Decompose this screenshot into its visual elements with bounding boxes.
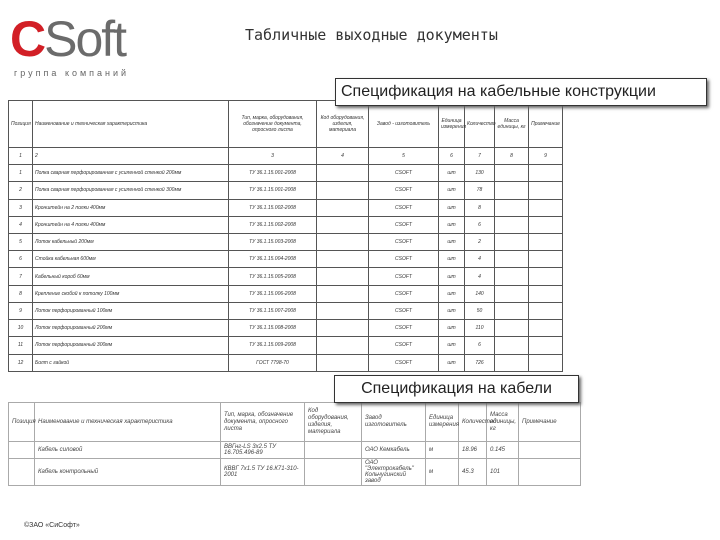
table-row — [9, 337, 563, 354]
table-cell: CSOFT — [369, 337, 439, 354]
table-cell: ТУ 36.1.15.003-2008 — [229, 233, 317, 250]
table-cell: 8 — [495, 147, 529, 164]
table-cell — [519, 442, 581, 459]
table-row — [9, 268, 563, 285]
table-cell: 2 — [465, 233, 495, 250]
table-cell: 4 — [9, 216, 33, 233]
table-cell: 9 — [9, 302, 33, 319]
table-cell: Кабель силовой — [35, 442, 221, 459]
table-cell: Позиция — [9, 101, 33, 148]
table-cell: 4 — [317, 147, 369, 164]
table-cell: CSOFT — [369, 354, 439, 371]
table-cell: Примечание — [529, 101, 563, 148]
table-cell: Болт с гайкой — [33, 354, 229, 371]
table-cell: 0.145 — [487, 442, 519, 459]
table-cell: Кронштейн на 4 полки 400мм — [33, 216, 229, 233]
table-row — [9, 285, 563, 302]
spec2-body — [9, 403, 581, 486]
table-cell: ОАО Кемкабель — [362, 442, 426, 459]
cables-spec-table-wrap — [8, 402, 580, 502]
table-cell — [495, 165, 529, 182]
table-cell: Завод - изготовитель — [369, 101, 439, 148]
table-cell — [529, 302, 563, 319]
table-cell — [529, 233, 563, 250]
table-row — [9, 302, 563, 319]
caption-cables: Спецификация на кабели — [334, 375, 579, 403]
table-cell: шт — [439, 216, 465, 233]
table-cell — [317, 268, 369, 285]
table-cell: Количество — [465, 101, 495, 148]
table-cell: CSOFT — [369, 182, 439, 199]
table-cell — [317, 199, 369, 216]
table-cell: шт — [439, 337, 465, 354]
table-cell — [9, 442, 35, 459]
table-row — [9, 165, 563, 182]
table-cell: Лоток перфорированный 200мм — [33, 320, 229, 337]
table-cell: ТУ 36.1.15.004-2008 — [229, 251, 317, 268]
table-cell: 12 — [9, 354, 33, 371]
table-cell: Завод изготовитель — [362, 403, 426, 442]
table-cell: 4 — [465, 268, 495, 285]
table-cell — [529, 285, 563, 302]
table-cell — [495, 302, 529, 319]
table-cell: Количество — [459, 403, 487, 442]
table-cell — [317, 285, 369, 302]
table-cell: CSOFT — [369, 268, 439, 285]
table-cell: 50 — [465, 302, 495, 319]
table-cell: шт — [439, 182, 465, 199]
table-cell: 7 — [9, 268, 33, 285]
table-cell: 726 — [465, 354, 495, 371]
table-cell: 3 — [9, 199, 33, 216]
table-cell: шт — [439, 285, 465, 302]
table-cell: Крепление скобой к потолку 100мм — [33, 285, 229, 302]
table-cell — [495, 251, 529, 268]
table-cell: 2 — [9, 182, 33, 199]
table-cell — [305, 459, 362, 486]
table-cell: CSOFT — [369, 165, 439, 182]
table-cell: ТУ 36.1.15.007-2008 — [229, 302, 317, 319]
table-cell: ТУ 36.1.15.002-2008 — [229, 216, 317, 233]
table-cell: 6 — [465, 337, 495, 354]
csoft-logo — [8, 10, 138, 80]
table-cell: 18.96 — [459, 442, 487, 459]
logo-subtitle: группа компаний — [14, 68, 130, 78]
logo-letters: Soft — [44, 11, 126, 67]
table-cell: Лоток перфорированный 300мм — [33, 337, 229, 354]
table-cell: Позиция — [9, 403, 35, 442]
table-cell: ТУ 36.1.15.006-2008 — [229, 285, 317, 302]
table-cell: CSOFT — [369, 302, 439, 319]
table-row — [9, 442, 581, 459]
table-cell: м — [426, 442, 459, 459]
table-cell: Масса единицы, кг — [487, 403, 519, 442]
table-cell — [495, 199, 529, 216]
table-header-row — [9, 101, 563, 148]
table-cell: ТУ 36.1.15.001-2008 — [229, 182, 317, 199]
table-cell: ТУ 36.1.15.001-2008 — [229, 165, 317, 182]
table-cell — [495, 182, 529, 199]
table-cell: Полка сварная перфорированная с усиленной стенкой 200мм — [33, 165, 229, 182]
table-row — [9, 459, 581, 486]
table-cell — [317, 233, 369, 250]
table-cell: Тип, марка, оборудования, обозначение документа, опросного листа — [229, 101, 317, 148]
table-cell: CSOFT — [369, 216, 439, 233]
table-cell: Стойка кабельная 600мм — [33, 251, 229, 268]
table-cell: 140 — [465, 285, 495, 302]
table-cell: 5 — [9, 233, 33, 250]
table-cell: CSOFT — [369, 320, 439, 337]
caption-cable-structures: Спецификация на кабельные конструкции — [335, 78, 707, 106]
table-cell: ТУ 36.1.15.002-2008 — [229, 199, 317, 216]
table-cell: CSOFT — [369, 199, 439, 216]
table-cell — [317, 182, 369, 199]
table-row — [9, 233, 563, 250]
table-cell — [495, 354, 529, 371]
table-cell: Тип, марка, обозначение документа, опросного листа — [221, 403, 305, 442]
table-cell: шт — [439, 233, 465, 250]
table-cell — [529, 216, 563, 233]
table-cell: 78 — [465, 182, 495, 199]
table-cell — [495, 233, 529, 250]
table-cell — [317, 337, 369, 354]
table-cell: CSOFT — [369, 285, 439, 302]
table-cell — [317, 216, 369, 233]
table-cell: шт — [439, 165, 465, 182]
table-cell: ТУ 36.1.15.005-2008 — [229, 268, 317, 285]
table-cell — [317, 251, 369, 268]
copyright-footer: ©ЗАО «СиСофт» — [24, 522, 80, 529]
table-cell: Единица измерения — [439, 101, 465, 148]
table-cell: шт — [439, 354, 465, 371]
table-cell — [495, 268, 529, 285]
table-cell: 1 — [9, 147, 33, 164]
table-cell: CSOFT — [369, 251, 439, 268]
table-cell: Наименование и техническая характеристика — [33, 101, 229, 148]
table-cell — [305, 442, 362, 459]
table-cell: 8 — [9, 285, 33, 302]
table-cell: шт — [439, 320, 465, 337]
logo-wordmark — [10, 11, 126, 67]
table-cell — [529, 268, 563, 285]
table-cell — [495, 337, 529, 354]
table-cell: шт — [439, 302, 465, 319]
table-cell — [317, 320, 369, 337]
table-cell: 3 — [229, 147, 317, 164]
table-row — [9, 199, 563, 216]
table-cell: 110 — [465, 320, 495, 337]
table-cell: Кронштейн на 2 полки 400мм — [33, 199, 229, 216]
table-cell: 6 — [439, 147, 465, 164]
cables-spec-table — [8, 402, 581, 486]
table-header-row — [9, 403, 581, 442]
table-cell — [495, 320, 529, 337]
table-cell — [519, 459, 581, 486]
table-cell: 6 — [465, 216, 495, 233]
table-numbering-row — [9, 147, 563, 164]
table-cell — [529, 337, 563, 354]
table-cell: ВВГнг-LS 3х2.5 ТУ 16.705.496-89 — [221, 442, 305, 459]
table-cell: Примечание — [519, 403, 581, 442]
table-cell — [529, 182, 563, 199]
table-cell: Код оборудования, изделия, материала — [317, 101, 369, 148]
table-cell — [317, 302, 369, 319]
table-cell — [529, 320, 563, 337]
table-cell: Лоток кабельный 200мм — [33, 233, 229, 250]
table-cell — [529, 251, 563, 268]
table-cell: Кабельный короб 60мм — [33, 268, 229, 285]
table-row — [9, 320, 563, 337]
spec1-body — [9, 101, 563, 372]
table-cell: Масса единицы, кг — [495, 101, 529, 148]
table-cell: Код оборудования, изделия, материала — [305, 403, 362, 442]
table-cell: Единица измерения — [426, 403, 459, 442]
table-cell — [317, 354, 369, 371]
table-cell — [9, 459, 35, 486]
table-row — [9, 216, 563, 233]
cable-structures-spec-table — [8, 100, 563, 372]
table-cell: 11 — [9, 337, 33, 354]
table-cell: 10 — [9, 320, 33, 337]
table-cell: 2 — [33, 147, 229, 164]
table-cell — [529, 354, 563, 371]
table-cell — [317, 165, 369, 182]
table-cell: ТУ 36.1.15.009-2008 — [229, 337, 317, 354]
table-row — [9, 251, 563, 268]
table-cell: ОАО "Электрокабель" Кольчугинский завод — [362, 459, 426, 486]
table-row — [9, 182, 563, 199]
table-cell: шт — [439, 268, 465, 285]
logo-letter-c: C — [10, 11, 45, 67]
table-cell: 45.3 — [459, 459, 487, 486]
table-cell — [529, 199, 563, 216]
table-cell: КВВГ 7х1.5 ТУ 16.К71-310-2001 — [221, 459, 305, 486]
table-cell: ТУ 36.1.15.008-2008 — [229, 320, 317, 337]
table-row — [9, 354, 563, 371]
table-cell: 9 — [529, 147, 563, 164]
table-cell: CSOFT — [369, 233, 439, 250]
table-cell: 4 — [465, 251, 495, 268]
table-cell: Полка сварная перфорированная с усиленной стенкой 300мм — [33, 182, 229, 199]
table-cell: 6 — [9, 251, 33, 268]
table-cell: 7 — [465, 147, 495, 164]
table-cell: 8 — [465, 199, 495, 216]
table-cell: 130 — [465, 165, 495, 182]
table-cell: шт — [439, 251, 465, 268]
table-cell — [495, 285, 529, 302]
table-cell — [495, 216, 529, 233]
table-cell: м — [426, 459, 459, 486]
page-title: Табличные выходные документы — [245, 26, 498, 44]
table-cell: 101 — [487, 459, 519, 486]
table-cell: Кабель контрольный — [35, 459, 221, 486]
table-cell — [529, 165, 563, 182]
table-cell: ГОСТ 7798-70 — [229, 354, 317, 371]
table-cell: 1 — [9, 165, 33, 182]
table-cell: Наименование и техническая характеристика — [35, 403, 221, 442]
table-cell: 5 — [369, 147, 439, 164]
table-cell: шт — [439, 199, 465, 216]
table-cell: Лоток перфорированный 100мм — [33, 302, 229, 319]
